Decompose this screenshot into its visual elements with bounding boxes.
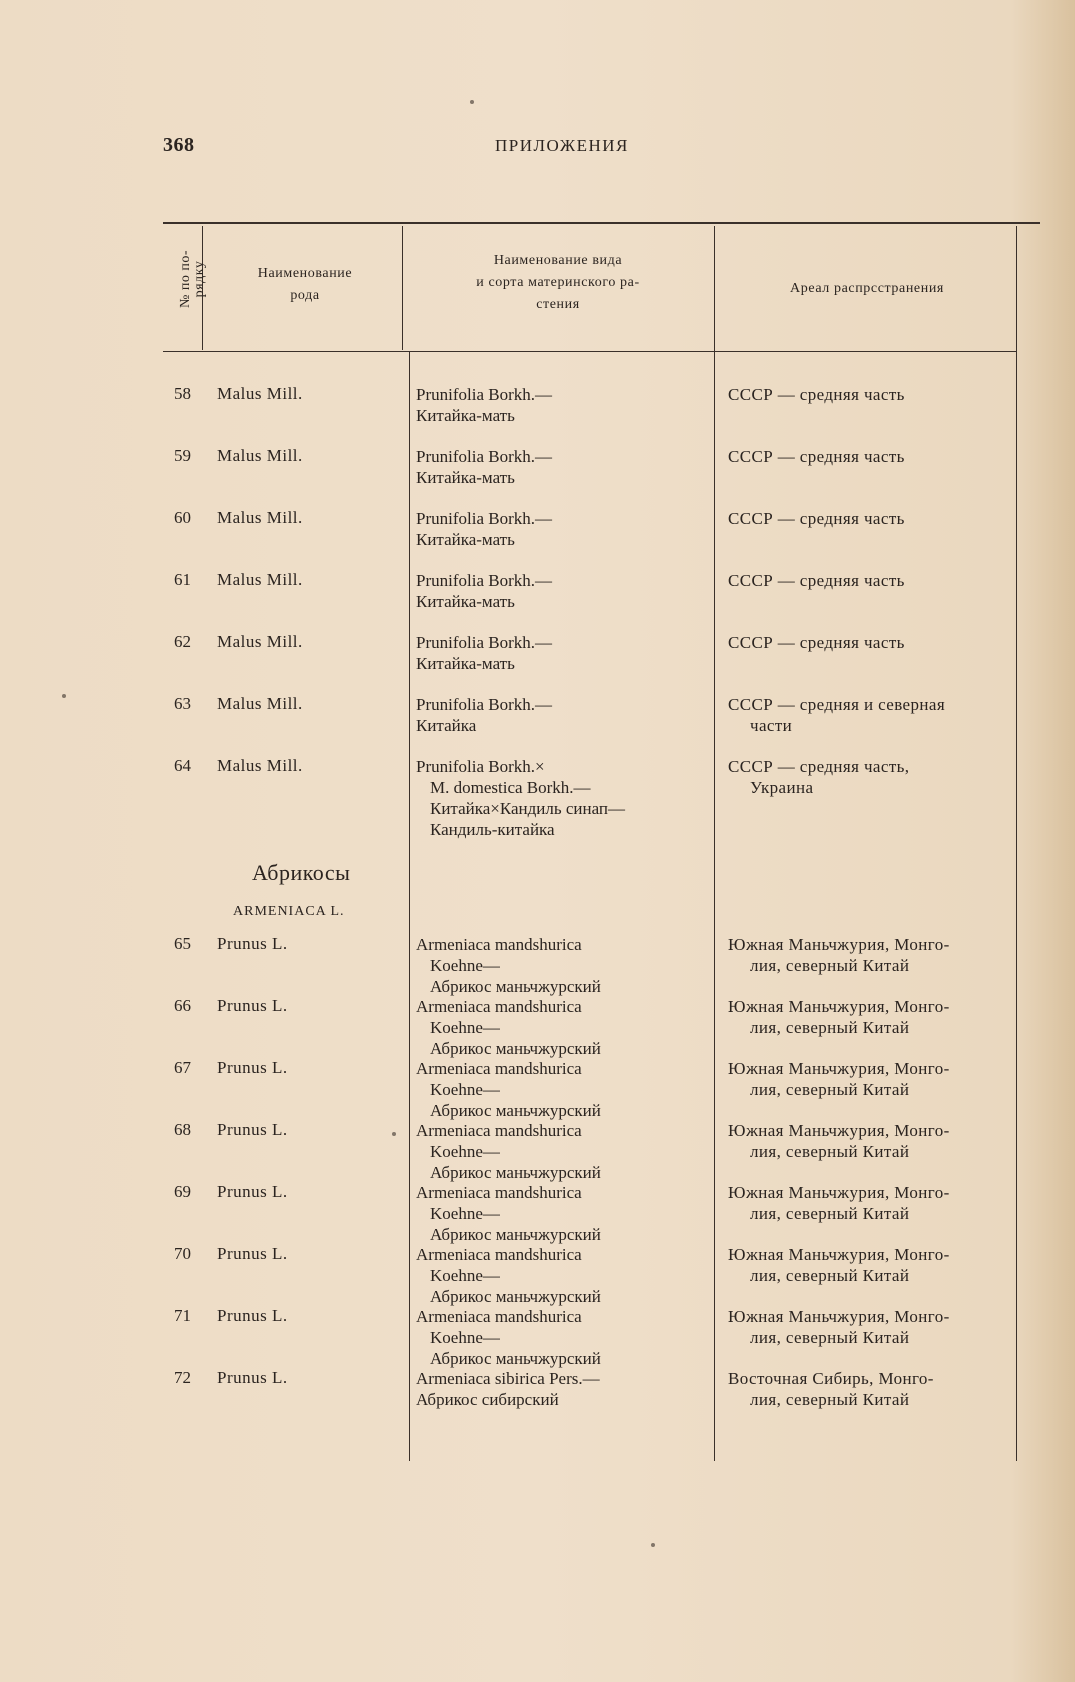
area-line: Южная Маньчжурия, Монго- (728, 935, 950, 954)
species-name (416, 1244, 706, 1307)
species-name (416, 384, 706, 426)
row-number: 70 (174, 1244, 191, 1263)
genus-name: Malus Mill. (217, 694, 303, 713)
print-speck (62, 694, 66, 698)
distribution-area (728, 632, 1018, 653)
species-line: Armeniaca sibirica Pers.— (416, 1369, 600, 1388)
genus-name: Prunus L. (217, 1120, 288, 1139)
area-line: Южная Маньчжурия, Монго- (728, 1245, 950, 1264)
header-genus-line: Наименование (257, 266, 353, 281)
header-species-line: Наименование вида (493, 253, 623, 268)
genus-name: Malus Mill. (217, 446, 303, 465)
row-number: 65 (174, 934, 191, 953)
column-divider-2-body (409, 351, 410, 1461)
section-latin-name: ARMENIACA L. (233, 904, 345, 919)
area-line: лия, северный Китай (750, 1390, 910, 1409)
distribution-area (728, 1306, 1018, 1348)
distribution-area (728, 1244, 1018, 1286)
section-title: Абрикосы (252, 860, 351, 885)
area-line: Южная Маньчжурия, Монго- (728, 1059, 950, 1078)
species-name (416, 1306, 706, 1369)
species-line: Китайка×Кандиль синап— (430, 799, 626, 818)
species-name (416, 694, 706, 736)
row-number: 68 (174, 1120, 191, 1139)
area-line: Южная Маньчжурия, Монго- (728, 1307, 950, 1326)
genus-name: Malus Mill. (217, 508, 303, 527)
row-number: 71 (174, 1306, 191, 1325)
species-name (416, 934, 706, 997)
species-line: Кандиль-китайка (430, 820, 555, 839)
species-line: Абрикос маньчжурский (430, 1287, 601, 1306)
area-line: СССР — средняя часть (728, 385, 905, 404)
species-line: Prunifolia Borkh.— (416, 571, 552, 590)
species-name (416, 508, 706, 550)
species-line: Prunifolia Borkh.— (416, 695, 552, 714)
area-line: лия, северный Китай (750, 1204, 910, 1223)
row-number: 58 (174, 384, 191, 403)
area-line: СССР — средняя часть (728, 447, 905, 466)
species-line: Абрикос маньчжурский (430, 1225, 601, 1244)
species-line: Prunifolia Borkh.× (416, 757, 545, 776)
species-line: Prunifolia Borkh.— (416, 509, 552, 528)
species-name (416, 446, 706, 488)
area-line: лия, северный Китай (750, 956, 910, 975)
print-speck (470, 100, 474, 104)
area-line: СССР — средняя часть (728, 571, 905, 590)
area-line: СССР — средняя и северная (728, 695, 946, 714)
species-line: Armeniaca mandshurica (416, 1121, 582, 1140)
area-line: лия, северный Китай (750, 1142, 910, 1161)
species-line: Armeniaca mandshurica (416, 1307, 582, 1326)
genus-name: Prunus L. (217, 934, 288, 953)
header-genus-line: рода (290, 288, 320, 303)
species-line: Armeniaca mandshurica (416, 935, 582, 954)
distribution-area (728, 1120, 1018, 1162)
species-line: Armeniaca mandshurica (416, 997, 582, 1016)
species-line: Китайка-мать (416, 406, 515, 425)
species-name (416, 1368, 706, 1410)
species-name (416, 1120, 706, 1183)
species-name (416, 996, 706, 1059)
header-species-col (412, 250, 704, 316)
row-number: 66 (174, 996, 191, 1015)
species-line: Armeniaca mandshurica (416, 1245, 582, 1264)
species-line: Koehne— (430, 1142, 500, 1161)
row-number: 59 (174, 446, 191, 465)
row-number: 67 (174, 1058, 191, 1077)
row-number: 63 (174, 694, 191, 713)
area-line: СССР — средняя часть (728, 633, 905, 652)
row-number: 62 (174, 632, 191, 651)
distribution-area (728, 756, 1018, 798)
species-name (416, 756, 706, 840)
area-line: Южная Маньчжурия, Монго- (728, 1121, 950, 1140)
print-speck (651, 1543, 655, 1547)
species-line: Абрикос маньчжурский (430, 1163, 601, 1182)
species-name (416, 632, 706, 674)
column-divider-2 (402, 226, 403, 350)
genus-name: Prunus L. (217, 1058, 288, 1077)
species-line: Prunifolia Borkh.— (416, 385, 552, 404)
genus-name: Prunus L. (217, 1306, 288, 1325)
distribution-area (728, 508, 1018, 529)
species-name (416, 570, 706, 612)
header-genus-col (220, 263, 390, 307)
genus-name: Malus Mill. (217, 384, 303, 403)
distribution-area (728, 570, 1018, 591)
row-number: 61 (174, 570, 191, 589)
area-line: Украина (750, 778, 814, 797)
species-line: Китайка-мать (416, 654, 515, 673)
table-top-rule (163, 222, 1040, 224)
distribution-area (728, 446, 1018, 467)
distribution-area (728, 1368, 1018, 1410)
species-line: Абрикос маньчжурский (430, 977, 601, 996)
print-speck (392, 1132, 396, 1136)
species-line: Абрикос маньчжурский (430, 1349, 601, 1368)
species-line: Koehne— (430, 1266, 500, 1285)
area-line: лия, северный Китай (750, 1018, 910, 1037)
genus-name: Prunus L. (217, 1182, 288, 1201)
area-line: части (750, 716, 793, 735)
genus-name: Prunus L. (217, 1368, 288, 1387)
area-line: Восточная Сибирь, Монго- (728, 1369, 934, 1388)
species-line: M. domestica Borkh.— (430, 778, 591, 797)
species-line: Koehne— (430, 1080, 500, 1099)
species-line: Koehne— (430, 1328, 500, 1347)
species-line: Armeniaca mandshurica (416, 1183, 582, 1202)
species-line: Armeniaca mandshurica (416, 1059, 582, 1078)
area-line: лия, северный Китай (750, 1266, 910, 1285)
genus-name: Prunus L. (217, 1244, 288, 1263)
species-name (416, 1182, 706, 1245)
species-line: Prunifolia Borkh.— (416, 447, 552, 466)
species-line: Koehne— (430, 1204, 500, 1223)
row-number: 64 (174, 756, 191, 775)
species-name (416, 1058, 706, 1121)
species-line: Koehne— (430, 956, 500, 975)
species-line: Абрикос маньчжурский (430, 1101, 601, 1120)
running-head: ПРИЛОЖЕНИЯ (495, 136, 629, 155)
header-area-col: Ареал распрсстранения (790, 281, 944, 296)
genus-name: Malus Mill. (217, 632, 303, 651)
area-line: лия, северный Китай (750, 1080, 910, 1099)
row-number: 69 (174, 1182, 191, 1201)
area-line: Южная Маньчжурия, Монго- (728, 997, 950, 1016)
distribution-area (728, 934, 1018, 976)
distribution-area (728, 1182, 1018, 1224)
genus-name: Malus Mill. (217, 756, 303, 775)
species-line: Абрикос маньчжурский (430, 1039, 601, 1058)
area-line: СССР — средняя часть (728, 509, 905, 528)
area-line: лия, северный Китай (750, 1328, 910, 1347)
species-line: Китайка-мать (416, 592, 515, 611)
table-header-rule (163, 351, 1016, 352)
species-line: Prunifolia Borkh.— (416, 633, 552, 652)
row-number: 60 (174, 508, 191, 527)
column-divider-3 (714, 226, 715, 1461)
species-line: Китайка-мать (416, 530, 515, 549)
distribution-area (728, 384, 1018, 405)
distribution-area (728, 1058, 1018, 1100)
header-number-col: № по по-рядку (178, 250, 207, 309)
species-line: Китайка-мать (416, 468, 515, 487)
header-species-line: стения (536, 297, 580, 312)
header-species-line: и сорта материнского ра- (476, 275, 640, 290)
species-line: Китайка (416, 716, 477, 735)
area-line: СССР — средняя часть, (728, 757, 910, 776)
species-line: Абрикос сибирский (416, 1390, 559, 1409)
genus-name: Prunus L. (217, 996, 288, 1015)
distribution-area (728, 694, 1018, 736)
genus-name: Malus Mill. (217, 570, 303, 589)
area-line: Южная Маньчжурия, Монго- (728, 1183, 950, 1202)
species-line: Koehne— (430, 1018, 500, 1037)
row-number: 72 (174, 1368, 191, 1387)
distribution-area (728, 996, 1018, 1038)
page-number: 368 (163, 134, 195, 156)
